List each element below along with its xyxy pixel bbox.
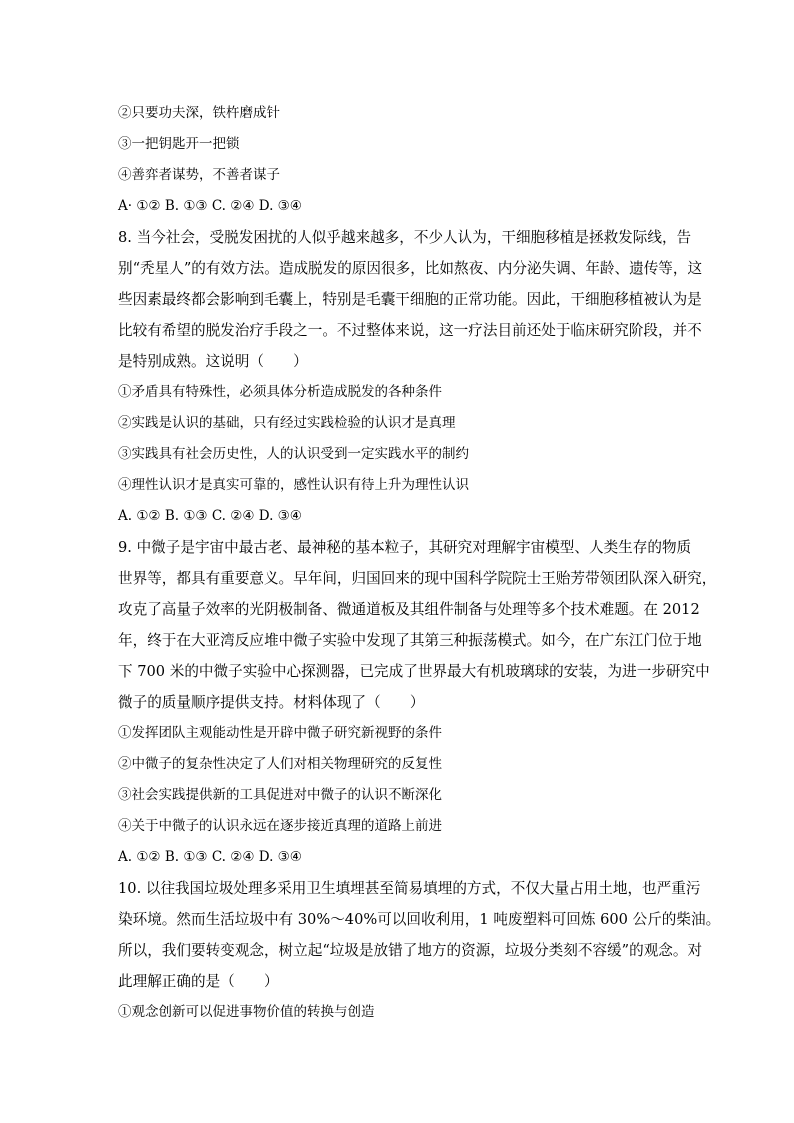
- question-10-stem: [118, 873, 721, 997]
- q9-stem-line: 下 700 米的中微子实验中心探测器，已完成了世界最大有机玻璃球的安装，为进一步研究中: [118, 663, 710, 680]
- question-9-options: [118, 718, 678, 842]
- q10-stem-line: 所以，我们要转变观念，树立起“垃圾是放错了地方的资源，垃圾分类刻不容缓”的观念。对: [118, 942, 703, 959]
- question-9-stem: [118, 532, 717, 718]
- q7-answer-choices: A· ①② B. ①③ C. ②④ D. ③④: [118, 198, 302, 214]
- q8-option-2: ②实践是认识的基础，只有经过实践检验的认识才是真理: [118, 415, 456, 431]
- q9-option-2: ②中微子的复杂性决定了人们对相关物理研究的反复性: [118, 756, 442, 772]
- q9-stem-line: 年，终于在大亚湾反应堆中微子实验中发现了其第三种振荡模式。如今，在广东江门位于地: [118, 632, 702, 649]
- q8-option-1: ①矛盾具有特殊性，必须具体分析造成脱发的各种条件: [118, 384, 442, 400]
- q9-stem-line: 世界等，都具有重要意义。早年间，归国回来的现中国科学院院士王贻芳带领团队深入研究，: [118, 570, 717, 587]
- q9-option-3: ③社会实践提供新的工具促进对中微子的认识不断深化: [118, 787, 442, 803]
- q9-answer-choices: A. ①② B. ①③ C. ②④ D. ③④: [118, 849, 302, 865]
- q8-option-3: ③实践具有社会历史性，人的认识受到一定实践水平的制约: [118, 446, 469, 462]
- q8-stem-line: 比较有希望的脱发治疗手段之一。不过整体来说，这一疗法目前还处于临床研究阶段，并不: [118, 322, 702, 339]
- q9-stem-line: 9. 中微子是宇宙中最古老、最神秘的基本粒子，其研究对理解宇宙模型、人类生存的物质: [118, 539, 692, 556]
- q9-stem-line: 微子的质量顺序提供支持。材料体现了（ ）: [118, 694, 425, 711]
- q10-stem-line: 染环境。然而生活垃圾中有 30%～40%可以回收利用，1 吨废塑料可回炼 600 公斤的柴油。: [118, 911, 721, 928]
- q9-stem-line: 攻克了高量子效率的光阴极制备、微通道板及其组件制备与处理等多个技术难题。在 2012: [118, 601, 700, 618]
- question-8-options: [118, 377, 678, 501]
- q8-stem-line: 别“秃星人”的有效方法。造成脱发的原因很多，比如熬夜、内分泌失调、年龄、遗传等，这: [118, 260, 703, 277]
- question-8-stem: [118, 222, 703, 377]
- document-page: [118, 98, 721, 1028]
- question-7-options: [118, 98, 678, 191]
- q8-stem-line: 些因素最终都会影响到毛囊上，特别是毛囊干细胞的正常功能。因此，干细胞移植被认为是: [118, 291, 702, 308]
- q10-stem-line: 此理解正确的是（ ）: [118, 973, 279, 990]
- q10-stem-line: 10. 以往我国垃圾处理多采用卫生填埋甚至简易填埋的方式，不仅大量占用土地，也严重污: [118, 880, 701, 897]
- q7-option-4: ④善弈者谋势，不善者谋子: [118, 167, 280, 183]
- q7-option-2: ②只要功夫深，铁杵磨成针: [118, 105, 280, 121]
- q9-option-1: ①发挥团队主观能动性是开辟中微子研究新视野的条件: [118, 725, 442, 741]
- q8-stem-line: 是特别成熟。这说明（ ）: [118, 353, 308, 370]
- q7-option-3: ③一把钥匙开一把锁: [118, 136, 240, 152]
- q8-option-4: ④理性认识才是真实可靠的，感性认识有待上升为理性认识: [118, 477, 469, 493]
- q8-answer-choices: A. ①② B. ①③ C. ②④ D. ③④: [118, 508, 302, 524]
- q10-option-1: ①观念创新可以促进事物价值的转换与创造: [118, 1004, 375, 1020]
- question-10-options: [118, 997, 678, 1028]
- q9-option-4: ④关于中微子的认识永远在逐步接近真理的道路上前进: [118, 818, 442, 834]
- q8-stem-line: 8. 当今社会，受脱发困扰的人似乎越来越多，不少人认为，干细胞移植是拯救发际线，告: [118, 229, 692, 246]
